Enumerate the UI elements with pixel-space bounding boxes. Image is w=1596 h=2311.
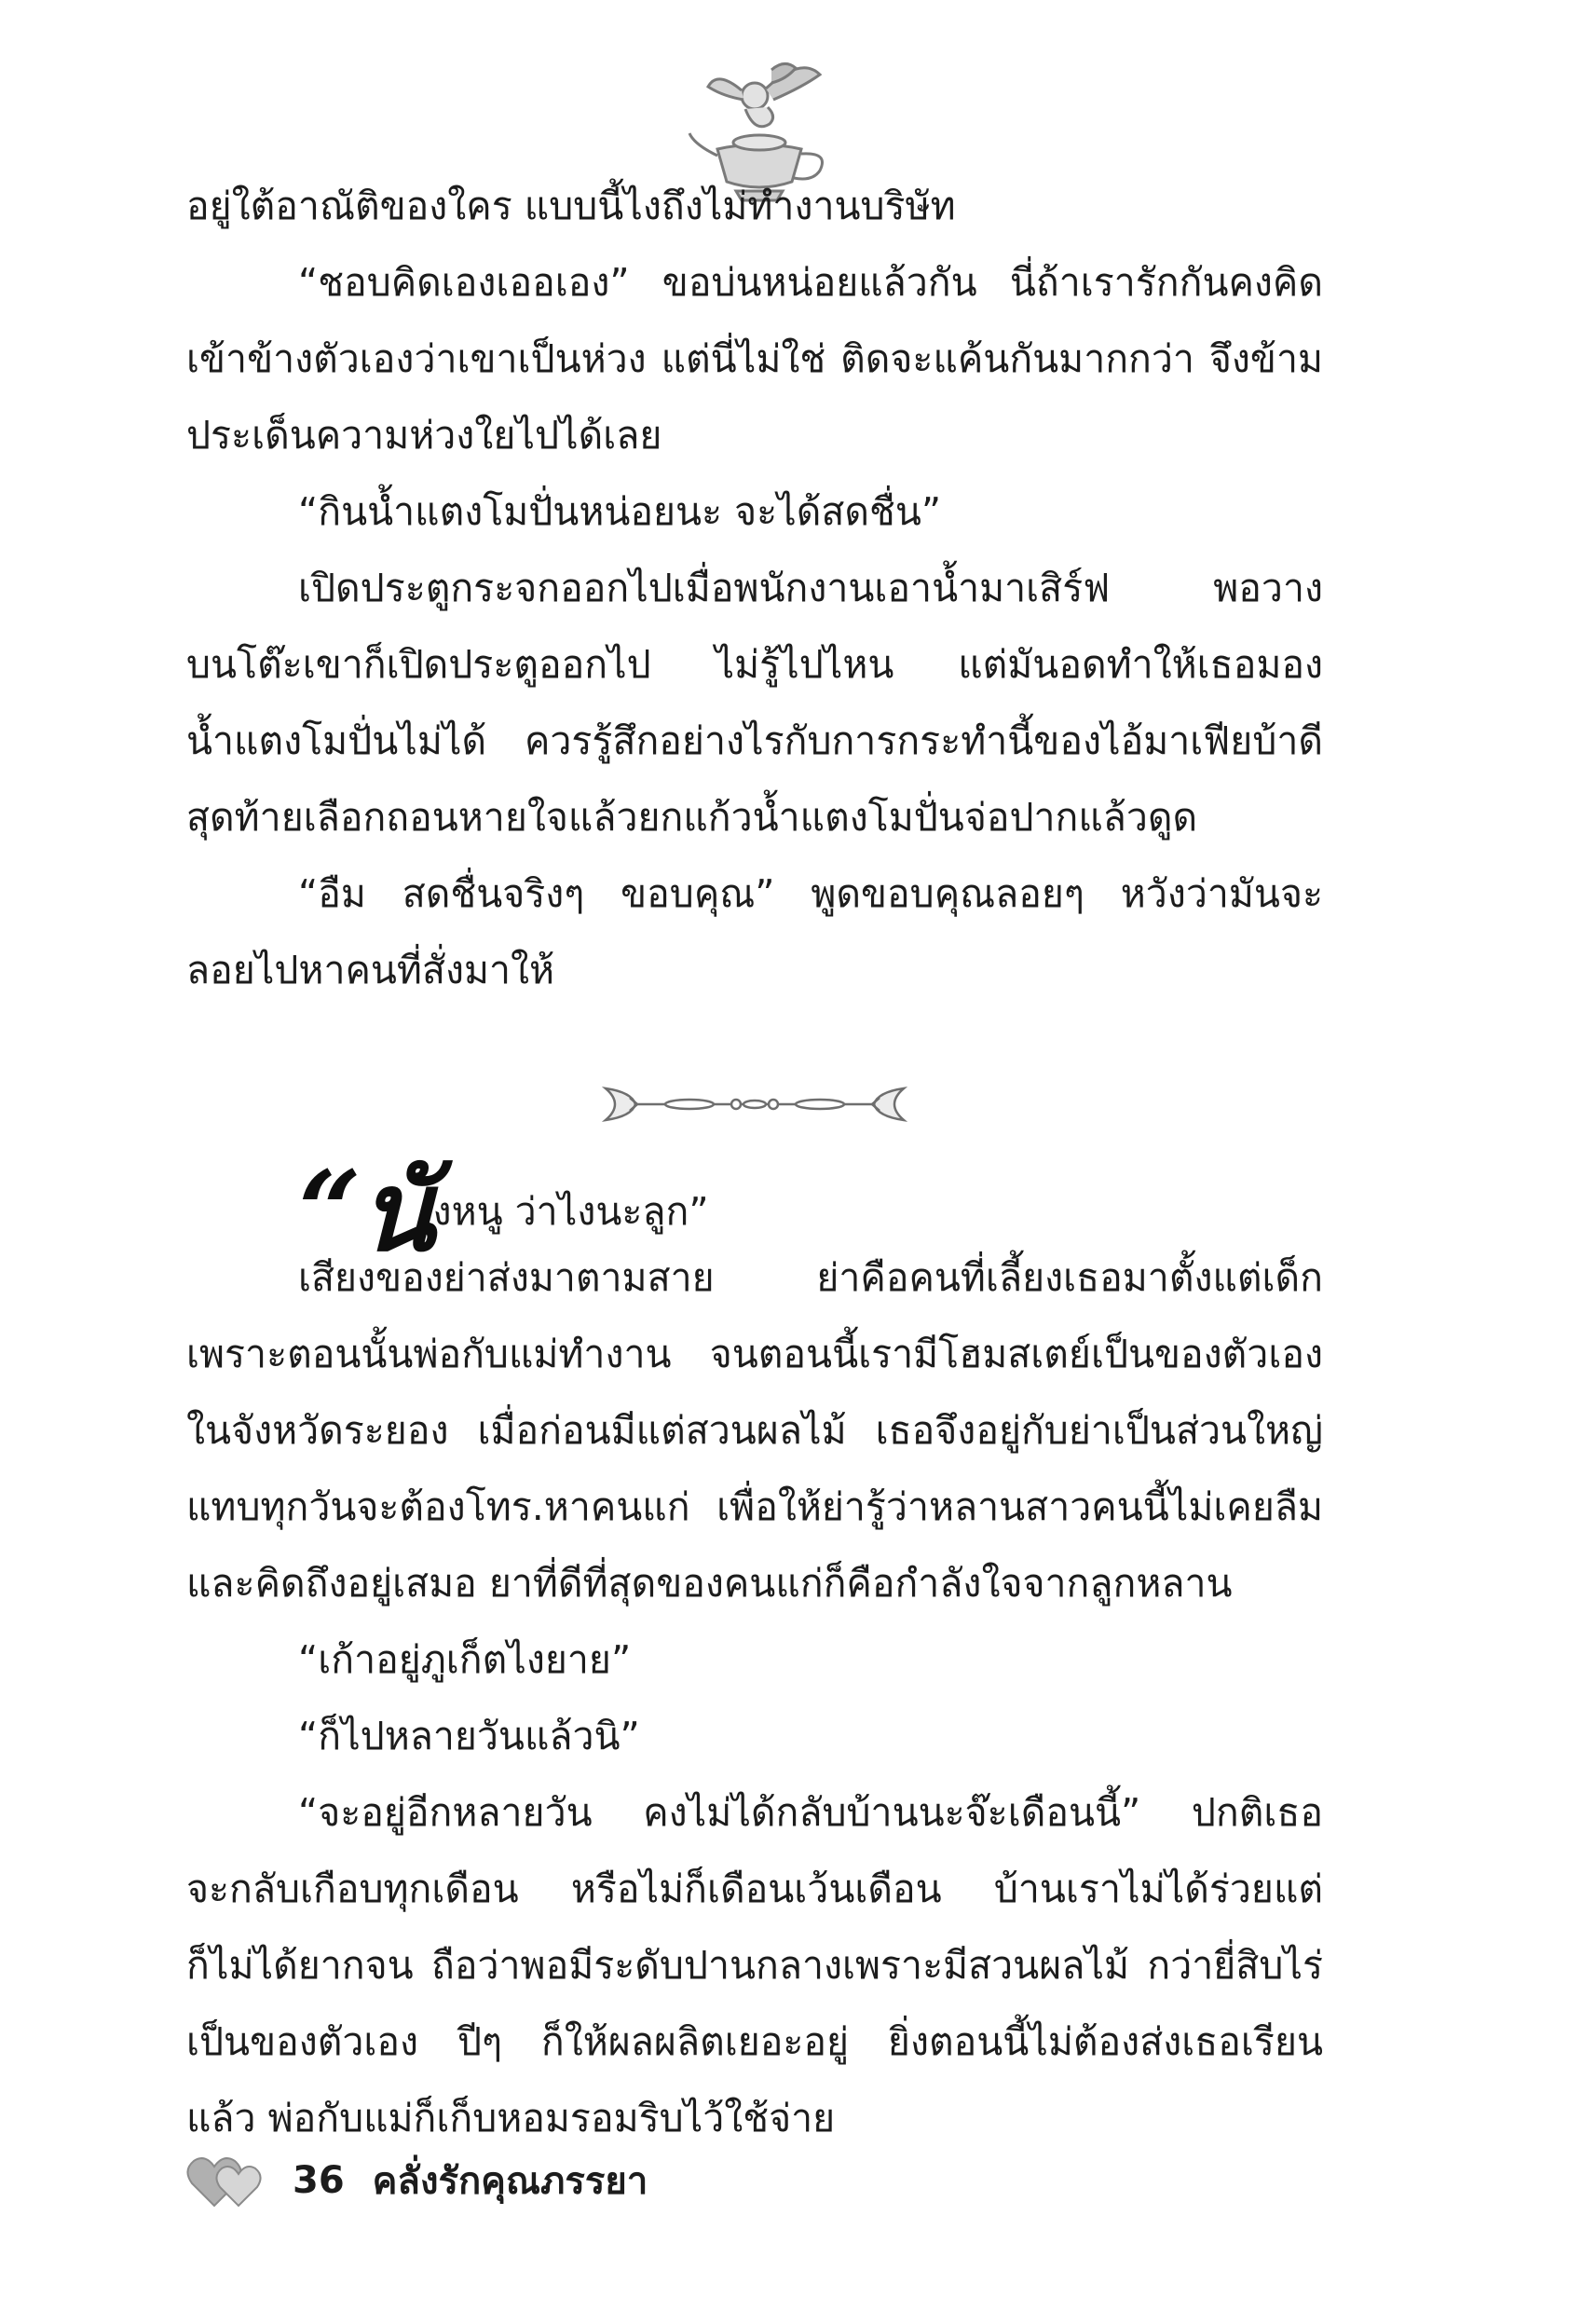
- text-line: เป็นของตัวเอง ปีๆ ก็ให้ผลผลิตเยอะอยู่ ยิ่งตอนนี้ไม่ต้องส่งเธอเรียน: [186, 2019, 1323, 2064]
- page-footer: [186, 2143, 648, 2218]
- text-line: ก็ไม่ได้ยากจน ถือว่าพอมีระดับปานกลางเพราะมีสวนผลไม้ กว่ายี่สิบไร่: [186, 1943, 1323, 1988]
- text-line: ลอยไปหาคนที่สั่งมาให้: [186, 948, 555, 992]
- text-line: “อืม สดชื่นจริงๆ ขอบคุณ” พูดขอบคุณลอยๆ หวังว่ามันจะ: [298, 871, 1323, 916]
- text-line: เสียงของย่าส่งมาตามสาย ย่าคือคนที่เลี้ยงเธอมาตั้งแต่เด็ก: [298, 1255, 1323, 1300]
- text-line: เข้าข้างตัวเองว่าเขาเป็นห่วง แต่นี่ไม่ใช่ ติดจะแค้นกันมากกว่า จึงข้าม: [186, 336, 1323, 381]
- text-line: จะกลับเกือบทุกเดือน หรือไม่ก็เดือนเว้นเดือน บ้านเราไม่ได้ร่วยแต่: [186, 1867, 1323, 1911]
- hearts-icon: [186, 2152, 265, 2209]
- text-line: ประเด็นความห่วงใยไปได้เลย: [186, 413, 662, 458]
- text-line: อยู่ใต้อาณัติของใคร แบบนี้ไงถึงไม่ทำงานบริษัท: [186, 184, 956, 228]
- book-title: คลั่งรักคุณภรรยา: [372, 2160, 648, 2203]
- text-line: แทบทุกวันจะต้องโทร.หาคนแก่ เพื่อให้ย่ารู้ว่าหลานสาวคนนี้ไม่เคยลืม: [186, 1484, 1323, 1529]
- text-line: “กินน้ำแตงโมปั่นหน่อยนะ จะได้สดชื่น”: [298, 489, 942, 534]
- body-text-top: [186, 168, 1323, 1008]
- text-line: สุดท้ายเลือกถอนหายใจแล้วยกแก้วน้ำแตงโมปั่นจ่อปากแล้วดูด: [186, 795, 1198, 840]
- ornamental-divider: [596, 1062, 913, 1146]
- drop-cap: “นั: [298, 1146, 433, 1276]
- text-line: เพราะตอนนั้นพ่อกับแม่ทำงาน จนตอนนี้เรามีโฮมสเตย์เป็นของตัวเอง: [186, 1332, 1323, 1376]
- opening-line-text: งหนู ว่าไงนะลูก”: [432, 1189, 709, 1234]
- text-line: ในจังหวัดระยอง เมื่อก่อนมีแต่สวนผลไม้ เธอจึงอยู่กับย่าเป็นส่วนใหญ่: [186, 1408, 1323, 1453]
- text-line: แล้ว พ่อกับแม่ก็เก็บหอมรอมริบไว้ใช้จ่าย: [186, 2096, 836, 2140]
- text-line: เปิดประตูกระจกออกไปเมื่อพนักงานเอาน้ำมาเสิร์ฟ พอวาง: [298, 566, 1323, 610]
- text-line: น้ำแตงโมปั่นไม่ได้ ควรรู้สึกอย่างไรกับการกระทำนี้ของไอ้มาเฟียบ้าดี: [186, 718, 1323, 763]
- text-line: “จะอยู่อีกหลายวัน คงไม่ได้กลับบ้านนะจ๊ะเดือนนี้” ปกติเธอ: [298, 1790, 1323, 1835]
- text-line: “ก็ไปหลายวันแล้วนิ”: [298, 1714, 640, 1758]
- text-line: “เก้าอยู่ภูเก็ตไงยาย”: [298, 1637, 632, 1682]
- text-line: “ชอบคิดเองเออเอง” ขอบ่นหน่อยแล้วกัน นี่ถ้าเรารักกันคงคิด: [298, 260, 1323, 305]
- body-text-bottom: [186, 1239, 1323, 2156]
- page-number: 36: [293, 2159, 345, 2202]
- text-line: และคิดถึงอยู่เสมอ ยาที่ดีที่สุดของคนแก่ก็คือกำลังใจจากลูกหลาน: [186, 1561, 1233, 1606]
- text-line: บนโต๊ะเขาก็เปิดประตูออกไป ไม่รู้ไปไหน แต่มันอดทำให้เธอมอง: [186, 642, 1323, 687]
